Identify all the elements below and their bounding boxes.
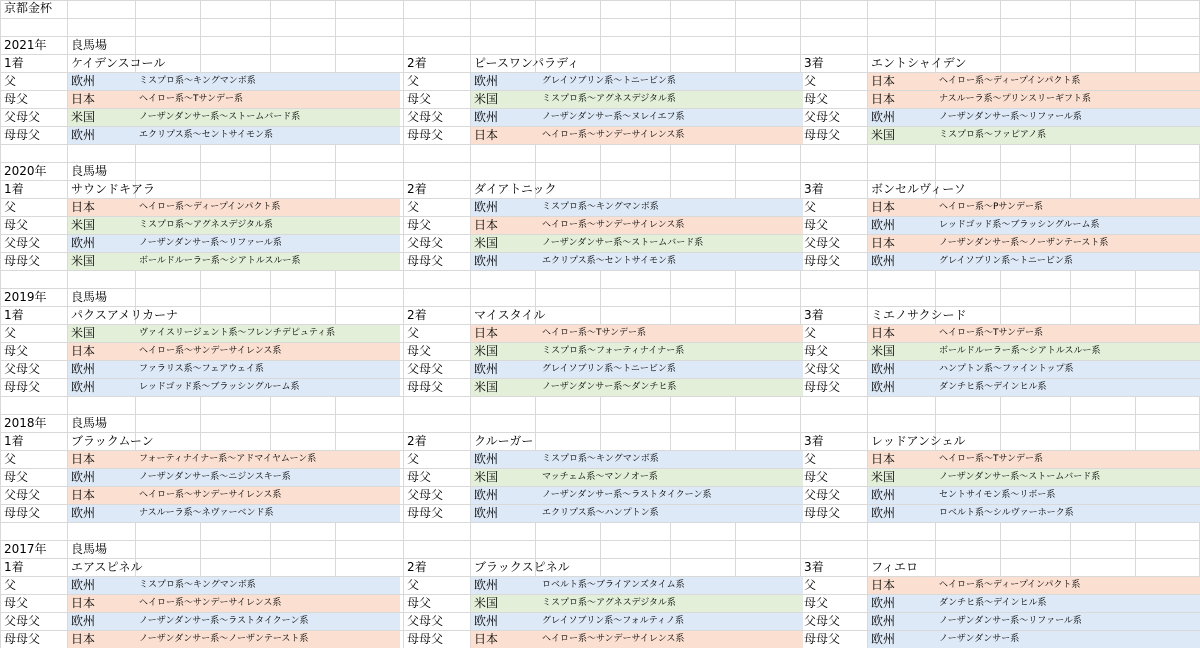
region-cell[interactable]: 欧州 [68, 505, 135, 522]
region-cell[interactable]: 米国 [68, 253, 135, 270]
region-cell[interactable]: 米国 [68, 109, 135, 126]
pedigree-role-cell[interactable]: 母父 [407, 218, 432, 232]
sire-line-cell[interactable]: ノーザンダンサー系 [935, 631, 1200, 648]
place-cell[interactable]: 3着 [804, 182, 824, 196]
region-cell[interactable]: 日本 [68, 343, 135, 360]
sire-line-cell[interactable]: ノーザンダンサー系〜ヌレイエフ系 [538, 109, 803, 126]
region-cell[interactable]: 欧州 [471, 73, 538, 90]
sire-line-cell[interactable]: ヘイロー系〜サンデーサイレンス系 [135, 487, 400, 504]
place-cell[interactable]: 2着 [407, 560, 427, 574]
pedigree-role-cell[interactable]: 父母父 [407, 362, 444, 376]
sire-line-cell[interactable]: ノーザンダンサー系〜ノーザンテースト系 [135, 631, 400, 648]
pedigree-role-cell[interactable]: 父 [804, 452, 817, 466]
grid-column-line [0, 0, 1, 648]
sire-line-cell[interactable]: レッドゴッド系〜ブラッシングルーム系 [135, 379, 400, 396]
region-cell[interactable]: 日本 [471, 631, 538, 648]
sire-line-cell[interactable]: ミスプロ系〜キングマンボ系 [538, 451, 803, 468]
horse-name-cell[interactable]: エアスピネル [71, 560, 143, 574]
sire-line-cell[interactable]: ヘイロー系〜ディープインパクト系 [135, 199, 400, 216]
pedigree-role-cell[interactable]: 父母父 [4, 110, 41, 124]
sire-line-cell[interactable]: ヘイロー系〜ディープインパクト系 [935, 73, 1200, 90]
pedigree-role-cell[interactable]: 父母父 [804, 110, 841, 124]
year-cell[interactable]: 2019年 [4, 290, 47, 304]
sire-line-cell[interactable]: ヘイロー系〜サンデーサイレンス系 [538, 217, 803, 234]
pedigree-role-cell[interactable]: 母母父 [4, 254, 41, 268]
place-cell[interactable]: 1着 [4, 182, 24, 196]
region-cell[interactable]: 日本 [868, 199, 935, 216]
pedigree-role-cell[interactable]: 母父 [4, 470, 29, 484]
place-cell[interactable]: 2着 [407, 308, 427, 322]
year-cell[interactable]: 2020年 [4, 164, 47, 178]
sire-line-cell[interactable]: ナスルーラ系〜ネヴァーベンド系 [135, 505, 400, 522]
region-cell[interactable]: 欧州 [471, 199, 538, 216]
pedigree-role-cell[interactable]: 父 [4, 578, 17, 592]
pedigree-role-cell[interactable]: 父 [804, 578, 817, 592]
region-cell[interactable]: 欧州 [471, 577, 538, 594]
sire-line-cell[interactable]: ノーザンダンサー系〜ストームバード系 [135, 109, 400, 126]
pedigree-role-cell[interactable]: 母母父 [407, 380, 444, 394]
sire-line-cell[interactable]: ミスプロ系〜アグネスデジタル系 [538, 91, 803, 108]
region-cell[interactable]: 欧州 [68, 235, 135, 252]
region-cell[interactable]: 欧州 [68, 613, 135, 630]
pedigree-role-cell[interactable]: 父母父 [407, 614, 444, 628]
sire-line-cell[interactable]: ノーザンダンサー系〜ダンチヒ系 [538, 379, 803, 396]
pedigree-role-cell[interactable]: 母父 [407, 470, 432, 484]
horse-name-cell[interactable]: マイスタイル [474, 308, 546, 322]
region-cell[interactable]: 米国 [471, 595, 538, 612]
pedigree-role-cell[interactable]: 母母父 [407, 506, 444, 520]
sire-line-cell[interactable]: ノーザンダンサー系〜ニジンスキー系 [135, 469, 400, 486]
sire-line-cell[interactable]: ノーザンダンサー系〜ノーザンテースト系 [935, 235, 1200, 252]
year-cell[interactable]: 2021年 [4, 38, 47, 52]
region-cell[interactable]: 欧州 [868, 253, 935, 270]
horse-name-cell[interactable]: ピースワンパラディ [474, 56, 580, 70]
sire-line-cell[interactable]: ヘイロー系〜Tサンデー系 [135, 91, 400, 108]
sire-line-cell[interactable]: ミスプロ系〜フォーティナイナー系 [538, 343, 803, 360]
sire-line-cell[interactable]: ミスプロ系〜アグネスデジタル系 [135, 217, 400, 234]
pedigree-role-cell[interactable]: 母母父 [4, 632, 41, 646]
pedigree-role-cell[interactable]: 父母父 [4, 362, 41, 376]
region-cell[interactable]: 米国 [471, 343, 538, 360]
region-cell[interactable]: 日本 [471, 325, 538, 342]
region-cell[interactable]: 欧州 [868, 487, 935, 504]
pedigree-role-cell[interactable]: 父 [407, 578, 420, 592]
track-condition-cell[interactable]: 良馬場 [71, 164, 108, 178]
region-cell[interactable]: 欧州 [471, 613, 538, 630]
place-cell[interactable]: 1着 [4, 56, 24, 70]
sheet-title[interactable]: 京都金杯 [4, 1, 53, 15]
region-cell[interactable]: 日本 [868, 73, 935, 90]
sire-line-cell[interactable]: ロベルト系〜シルヴァーホーク系 [935, 505, 1200, 522]
horse-name-cell[interactable]: フィエロ [871, 560, 919, 574]
year-cell[interactable]: 2017年 [4, 542, 47, 556]
region-cell[interactable]: 日本 [868, 91, 935, 108]
region-cell[interactable]: 米国 [68, 325, 135, 342]
sire-line-cell[interactable]: ダンチヒ系〜デインヒル系 [935, 379, 1200, 396]
sire-line-cell[interactable]: ロベルト系〜ブライアンズタイム系 [538, 577, 803, 594]
place-cell[interactable]: 2着 [407, 56, 427, 70]
pedigree-role-cell[interactable]: 母母父 [407, 128, 444, 142]
pedigree-role-cell[interactable]: 父母父 [804, 236, 841, 250]
region-cell[interactable]: 日本 [68, 595, 135, 612]
pedigree-role-cell[interactable]: 父 [4, 74, 17, 88]
sire-line-cell[interactable]: ヘイロー系〜ディープインパクト系 [935, 577, 1200, 594]
place-cell[interactable]: 3着 [804, 434, 824, 448]
sire-line-cell[interactable]: ナスルーラ系〜プリンスリーギフト系 [935, 91, 1200, 108]
sire-line-cell[interactable]: ダンチヒ系〜デインヒル系 [935, 595, 1200, 612]
place-cell[interactable]: 3着 [804, 56, 824, 70]
pedigree-role-cell[interactable]: 父母父 [804, 488, 841, 502]
region-cell[interactable]: 米国 [868, 469, 935, 486]
sire-line-cell[interactable]: ヴァイスリージェント系〜フレンチデピュティ系 [135, 325, 400, 342]
pedigree-role-cell[interactable]: 母父 [4, 92, 29, 106]
region-cell[interactable]: 米国 [471, 379, 538, 396]
sire-line-cell[interactable]: エクリプス系〜セントサイモン系 [538, 253, 803, 270]
pedigree-role-cell[interactable]: 父 [4, 452, 17, 466]
pedigree-role-cell[interactable]: 母父 [804, 92, 829, 106]
sire-line-cell[interactable]: ミスプロ系〜キングマンボ系 [135, 577, 400, 594]
sire-line-cell[interactable]: ヘイロー系〜Tサンデー系 [935, 451, 1200, 468]
sire-line-cell[interactable]: ヘイロー系〜Pサンデー系 [935, 199, 1200, 216]
horse-name-cell[interactable]: ケイデンスコール [71, 56, 166, 70]
pedigree-role-cell[interactable]: 父母父 [407, 110, 444, 124]
pedigree-role-cell[interactable]: 母父 [4, 344, 29, 358]
pedigree-role-cell[interactable]: 父 [804, 74, 817, 88]
sire-line-cell[interactable]: ヘイロー系〜Tサンデー系 [538, 325, 803, 342]
region-cell[interactable]: 米国 [471, 235, 538, 252]
pedigree-role-cell[interactable]: 母母父 [4, 506, 41, 520]
region-cell[interactable]: 欧州 [471, 361, 538, 378]
region-cell[interactable]: 日本 [68, 199, 135, 216]
pedigree-role-cell[interactable]: 母父 [4, 596, 29, 610]
region-cell[interactable]: 欧州 [868, 379, 935, 396]
place-cell[interactable]: 3着 [804, 560, 824, 574]
region-cell[interactable]: 米国 [868, 127, 935, 144]
region-cell[interactable]: 日本 [868, 325, 935, 342]
sire-line-cell[interactable]: ボールドルーラー系〜シアトルスルー系 [935, 343, 1200, 360]
region-cell[interactable]: 欧州 [868, 109, 935, 126]
pedigree-role-cell[interactable]: 母母父 [804, 632, 841, 646]
sire-line-cell[interactable]: ヘイロー系〜Tサンデー系 [935, 325, 1200, 342]
region-cell[interactable]: 欧州 [68, 469, 135, 486]
pedigree-role-cell[interactable]: 母父 [407, 344, 432, 358]
region-cell[interactable]: 米国 [68, 217, 135, 234]
sire-line-cell[interactable]: ノーザンダンサー系〜ラストタイクーン系 [135, 613, 400, 630]
place-cell[interactable]: 2着 [407, 182, 427, 196]
pedigree-role-cell[interactable]: 父 [407, 326, 420, 340]
pedigree-role-cell[interactable]: 母父 [804, 596, 829, 610]
track-condition-cell[interactable]: 良馬場 [71, 290, 108, 304]
region-cell[interactable]: 日本 [68, 631, 135, 648]
horse-name-cell[interactable]: エントシャイデン [871, 56, 967, 70]
sire-line-cell[interactable]: エクリプス系〜セントサイモン系 [135, 127, 400, 144]
sire-line-cell[interactable]: ハンプトン系〜ファイントップ系 [935, 361, 1200, 378]
sire-line-cell[interactable]: マッチェム系〜マンノオー系 [538, 469, 803, 486]
region-cell[interactable]: 欧州 [868, 631, 935, 648]
pedigree-role-cell[interactable]: 母父 [804, 470, 829, 484]
region-cell[interactable]: 欧州 [868, 217, 935, 234]
horse-name-cell[interactable]: ミエノサクシード [871, 308, 967, 322]
pedigree-role-cell[interactable]: 母母父 [4, 380, 41, 394]
place-cell[interactable]: 1着 [4, 308, 24, 322]
region-cell[interactable]: 日本 [68, 91, 135, 108]
region-cell[interactable]: 日本 [471, 217, 538, 234]
region-cell[interactable]: 欧州 [868, 505, 935, 522]
pedigree-role-cell[interactable]: 母母父 [804, 254, 841, 268]
sire-line-cell[interactable]: エクリプス系〜ハンプトン系 [538, 505, 803, 522]
sire-line-cell[interactable]: ヘイロー系〜サンデーサイレンス系 [538, 631, 803, 648]
sire-line-cell[interactable]: ファラリス系〜フェアウェイ系 [135, 361, 400, 378]
pedigree-role-cell[interactable]: 父 [407, 74, 420, 88]
place-cell[interactable]: 1着 [4, 434, 24, 448]
region-cell[interactable]: 欧州 [868, 361, 935, 378]
pedigree-role-cell[interactable]: 母母父 [804, 380, 841, 394]
horse-name-cell[interactable]: パクスアメリカーナ [71, 308, 179, 322]
sire-line-cell[interactable]: ヘイロー系〜サンデーサイレンス系 [135, 343, 400, 360]
region-cell[interactable]: 欧州 [471, 109, 538, 126]
pedigree-role-cell[interactable]: 父母父 [407, 236, 444, 250]
region-cell[interactable]: 日本 [868, 577, 935, 594]
sire-line-cell[interactable]: ヘイロー系〜サンデーサイレンス系 [135, 595, 400, 612]
region-cell[interactable]: 日本 [68, 451, 135, 468]
pedigree-role-cell[interactable]: 父母父 [804, 362, 841, 376]
sire-line-cell[interactable]: ノーザンダンサー系〜ストームバード系 [538, 235, 803, 252]
sire-line-cell[interactable]: レッドゴッド系〜ブラッシングルーム系 [935, 217, 1200, 234]
region-cell[interactable]: 米国 [471, 469, 538, 486]
pedigree-role-cell[interactable]: 母父 [804, 344, 829, 358]
pedigree-role-cell[interactable]: 父 [804, 326, 817, 340]
region-cell[interactable]: 米国 [471, 91, 538, 108]
region-cell[interactable]: 欧州 [471, 451, 538, 468]
horse-name-cell[interactable]: ダイアトニック [474, 182, 557, 196]
sire-line-cell[interactable]: ノーザンダンサー系〜リファール系 [935, 109, 1200, 126]
sire-line-cell[interactable]: セントサイモン系〜リボー系 [935, 487, 1200, 504]
region-cell[interactable]: 欧州 [68, 127, 135, 144]
region-cell[interactable]: 日本 [868, 451, 935, 468]
sire-line-cell[interactable]: グレイソブリン系〜トニービン系 [935, 253, 1200, 270]
track-condition-cell[interactable]: 良馬場 [71, 542, 108, 556]
pedigree-role-cell[interactable]: 父 [407, 452, 420, 466]
pedigree-role-cell[interactable]: 父母父 [804, 614, 841, 628]
sire-line-cell[interactable]: ノーザンダンサー系〜リファール系 [135, 235, 400, 252]
sire-line-cell[interactable]: ミスプロ系〜キングマンボ系 [538, 199, 803, 216]
region-cell[interactable]: 欧州 [68, 361, 135, 378]
region-cell[interactable]: 米国 [868, 343, 935, 360]
sire-line-cell[interactable]: グレイソブリン系〜トニービン系 [538, 361, 803, 378]
sire-line-cell[interactable]: ミスプロ系〜ファピアノ系 [935, 127, 1200, 144]
track-condition-cell[interactable]: 良馬場 [71, 38, 108, 52]
sire-line-cell[interactable]: ノーザンダンサー系〜ラストタイクーン系 [538, 487, 803, 504]
pedigree-role-cell[interactable]: 母母父 [804, 506, 841, 520]
pedigree-role-cell[interactable]: 母父 [4, 218, 29, 232]
pedigree-role-cell[interactable]: 母父 [407, 92, 432, 106]
pedigree-role-cell[interactable]: 父母父 [4, 614, 41, 628]
pedigree-role-cell[interactable]: 父母父 [4, 488, 41, 502]
horse-name-cell[interactable]: クルーガー [474, 434, 534, 448]
sire-line-cell[interactable]: ノーザンダンサー系〜ストームバード系 [935, 469, 1200, 486]
track-condition-cell[interactable]: 良馬場 [71, 416, 108, 430]
year-cell[interactable]: 2018年 [4, 416, 47, 430]
pedigree-role-cell[interactable]: 父 [4, 326, 17, 340]
region-cell[interactable]: 欧州 [471, 505, 538, 522]
region-cell[interactable]: 欧州 [868, 595, 935, 612]
pedigree-role-cell[interactable]: 母父 [407, 596, 432, 610]
sire-line-cell[interactable]: ボールドルーラー系〜シアトルスルー系 [135, 253, 400, 270]
pedigree-role-cell[interactable]: 母父 [804, 218, 829, 232]
horse-name-cell[interactable]: レッドアンシェル [871, 434, 966, 448]
pedigree-role-cell[interactable]: 父母父 [4, 236, 41, 250]
sire-line-cell[interactable]: ミスプロ系〜アグネスデジタル系 [538, 595, 803, 612]
pedigree-role-cell[interactable]: 母母父 [804, 128, 841, 142]
region-cell[interactable]: 欧州 [471, 253, 538, 270]
horse-name-cell[interactable]: ボンセルヴィーソ [871, 182, 966, 196]
horse-name-cell[interactable]: サウンドキアラ [71, 182, 156, 196]
sire-line-cell[interactable]: ノーザンダンサー系〜リファール系 [935, 613, 1200, 630]
region-cell[interactable]: 欧州 [68, 379, 135, 396]
sire-line-cell[interactable]: フォーティナイナー系〜アドマイヤムーン系 [135, 451, 400, 468]
pedigree-role-cell[interactable]: 母母父 [407, 632, 444, 646]
place-cell[interactable]: 1着 [4, 560, 24, 574]
pedigree-role-cell[interactable]: 父 [804, 200, 817, 214]
pedigree-role-cell[interactable]: 父 [4, 200, 17, 214]
pedigree-role-cell[interactable]: 母母父 [407, 254, 444, 268]
grid-column-line [403, 0, 404, 648]
region-cell[interactable]: 欧州 [68, 577, 135, 594]
region-cell[interactable]: 日本 [68, 487, 135, 504]
pedigree-role-cell[interactable]: 父 [407, 200, 420, 214]
place-cell[interactable]: 3着 [804, 308, 824, 322]
region-cell[interactable]: 日本 [868, 235, 935, 252]
region-cell[interactable]: 日本 [471, 127, 538, 144]
pedigree-role-cell[interactable]: 父母父 [407, 488, 444, 502]
place-cell[interactable]: 2着 [407, 434, 427, 448]
sire-line-cell[interactable]: グレイソブリン系〜フォルティノ系 [538, 613, 803, 630]
sire-line-cell[interactable]: ヘイロー系〜サンデーサイレンス系 [538, 127, 803, 144]
region-cell[interactable]: 欧州 [868, 613, 935, 630]
horse-name-cell[interactable]: ブラックムーン [71, 434, 154, 448]
region-cell[interactable]: 欧州 [68, 73, 135, 90]
sire-line-cell[interactable]: ミスプロ系〜キングマンボ系 [135, 73, 400, 90]
region-cell[interactable]: 欧州 [471, 487, 538, 504]
pedigree-role-cell[interactable]: 母母父 [4, 128, 41, 142]
horse-name-cell[interactable]: ブラックスピネル [474, 560, 570, 574]
sire-line-cell[interactable]: グレイソブリン系〜トニービン系 [538, 73, 803, 90]
